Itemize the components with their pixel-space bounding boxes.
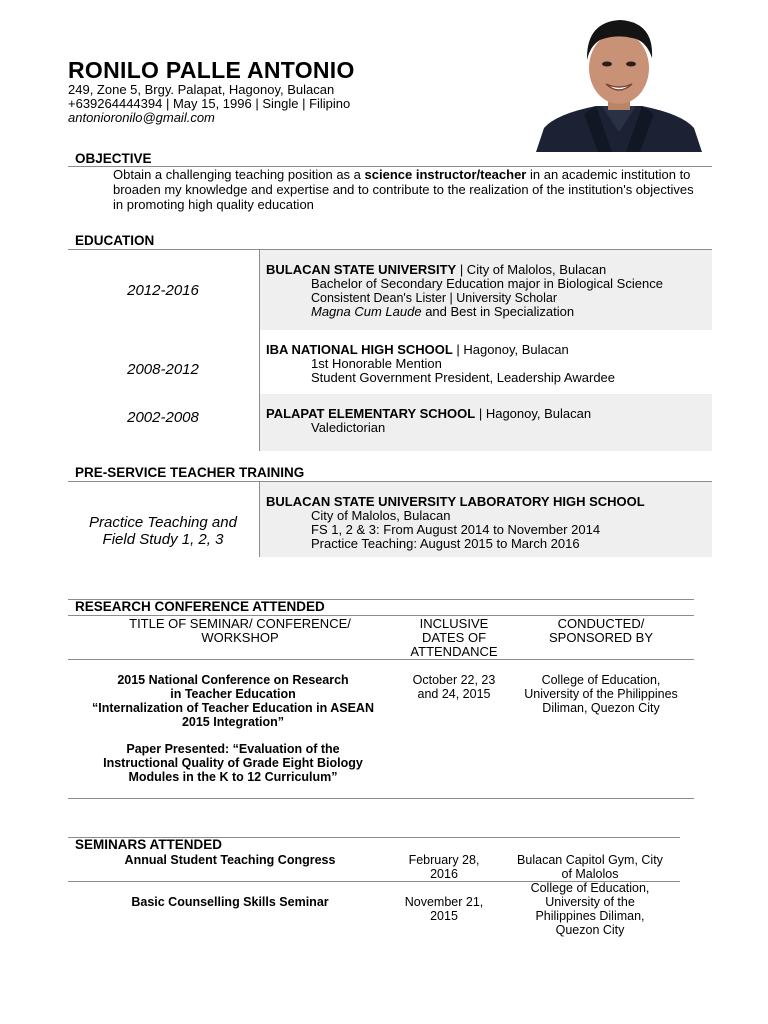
- address: 249, Zone 5, Brgy. Palapat, Hagonoy, Bulacan: [68, 82, 335, 97]
- research-col-sponsor: CONDUCTED/ SPONSORED BY: [548, 616, 654, 645]
- seminar-venue: College of Education, University of the Philippines Diliman, Quezon City: [530, 881, 650, 937]
- objective-text: Obtain a challenging teaching position as a science instructor/teacher in an academic institution to broaden my knowledge and expertise and to contribute to the realization of the institution's objectives in promoting high quality education: [113, 167, 694, 212]
- person-portrait-icon: [536, 10, 702, 152]
- profile-photo: [536, 10, 702, 152]
- applicant-name: RONILO PALLE ANTONIO: [68, 57, 355, 83]
- training-column-divider: [259, 482, 260, 557]
- seminar-title: Annual Student Teaching Congress: [124, 853, 336, 867]
- research-bottom-rule: [68, 798, 694, 799]
- training-entry: BULACAN STATE UNIVERSITY LABORATORY HIGH SCHOOL City of Malolos, Bulacan FS 1, 2 & 3: From August 2014 to November 2014 Practice Teaching: August 2015 to March 2016: [266, 494, 645, 551]
- school-name: BULACAN STATE UNIVERSITY: [266, 262, 457, 277]
- training-title: PRE-SERVICE TEACHER TRAINING: [75, 465, 305, 480]
- email: antonioronilo@gmail.com: [68, 110, 215, 125]
- school-name: IBA NATIONAL HIGH SCHOOL: [266, 342, 453, 357]
- seminar-venue: Bulacan Capitol Gym, City of Malolos: [517, 853, 663, 881]
- education-entry: IBA NATIONAL HIGH SCHOOL | Hagonoy, Bulacan 1st Honorable Mention Student Government President, Leadership Awardee: [266, 342, 616, 385]
- training-school: BULACAN STATE UNIVERSITY LABORATORY HIGH SCHOOL: [266, 494, 645, 509]
- personal-details: +639264444394 | May 15, 1996 | Single | Filipino: [68, 96, 351, 111]
- research-row-dates: October 22, 23 and 24, 2015: [412, 673, 496, 701]
- seminar-date: November 21, 2015: [404, 895, 484, 923]
- seminar-title: Basic Counselling Skills Seminar: [131, 895, 329, 909]
- research-title: RESEARCH CONFERENCE ATTENDED: [75, 599, 325, 614]
- research-col-dates: INCLUSIVE DATES OF ATTENDANCE: [410, 616, 498, 659]
- seminar-date: February 28, 2016: [408, 853, 480, 881]
- education-entry: BULACAN STATE UNIVERSITY | City of Malolos, Bulacan Bachelor of Secondary Education major in Biological Science Consistent Dean's Lister | University Scholar Magna Cum Laude and Best in Specialization: [266, 262, 663, 319]
- education-years: 2008-2012: [127, 361, 199, 378]
- education-years: 2002-2008: [127, 409, 199, 426]
- objective-title: OBJECTIVE: [75, 151, 152, 166]
- research-col-title: TITLE OF SEMINAR/ CONFERENCE/ WORKSHOP: [129, 616, 351, 645]
- school-name: PALAPAT ELEMENTARY SCHOOL: [266, 406, 476, 421]
- education-years: 2012-2016: [127, 282, 199, 299]
- education-title: EDUCATION: [75, 233, 155, 248]
- education-entry: PALAPAT ELEMENTARY SCHOOL | Hagonoy, Bulacan Valedictorian: [266, 406, 592, 435]
- seminars-title: SEMINARS ATTENDED: [75, 837, 223, 852]
- objective-highlight: science instructor/teacher: [364, 167, 527, 182]
- research-header-rule: [68, 659, 694, 660]
- education-column-divider: [259, 250, 260, 451]
- research-row-title: 2015 National Conference on Research in Teacher Education “Internalization of Teacher Education in ASEAN 2015 Integration”: [92, 673, 374, 729]
- training-label: Practice Teaching and Field Study 1, 2, 3: [89, 514, 237, 548]
- research-row-paper: Paper Presented: “Evaluation of the Instructional Quality of Grade Eight Biology Modules in the K to 12 Curriculum”: [103, 742, 363, 784]
- research-row-sponsor: College of Education, University of the Philippines Diliman, Quezon City: [524, 673, 678, 715]
